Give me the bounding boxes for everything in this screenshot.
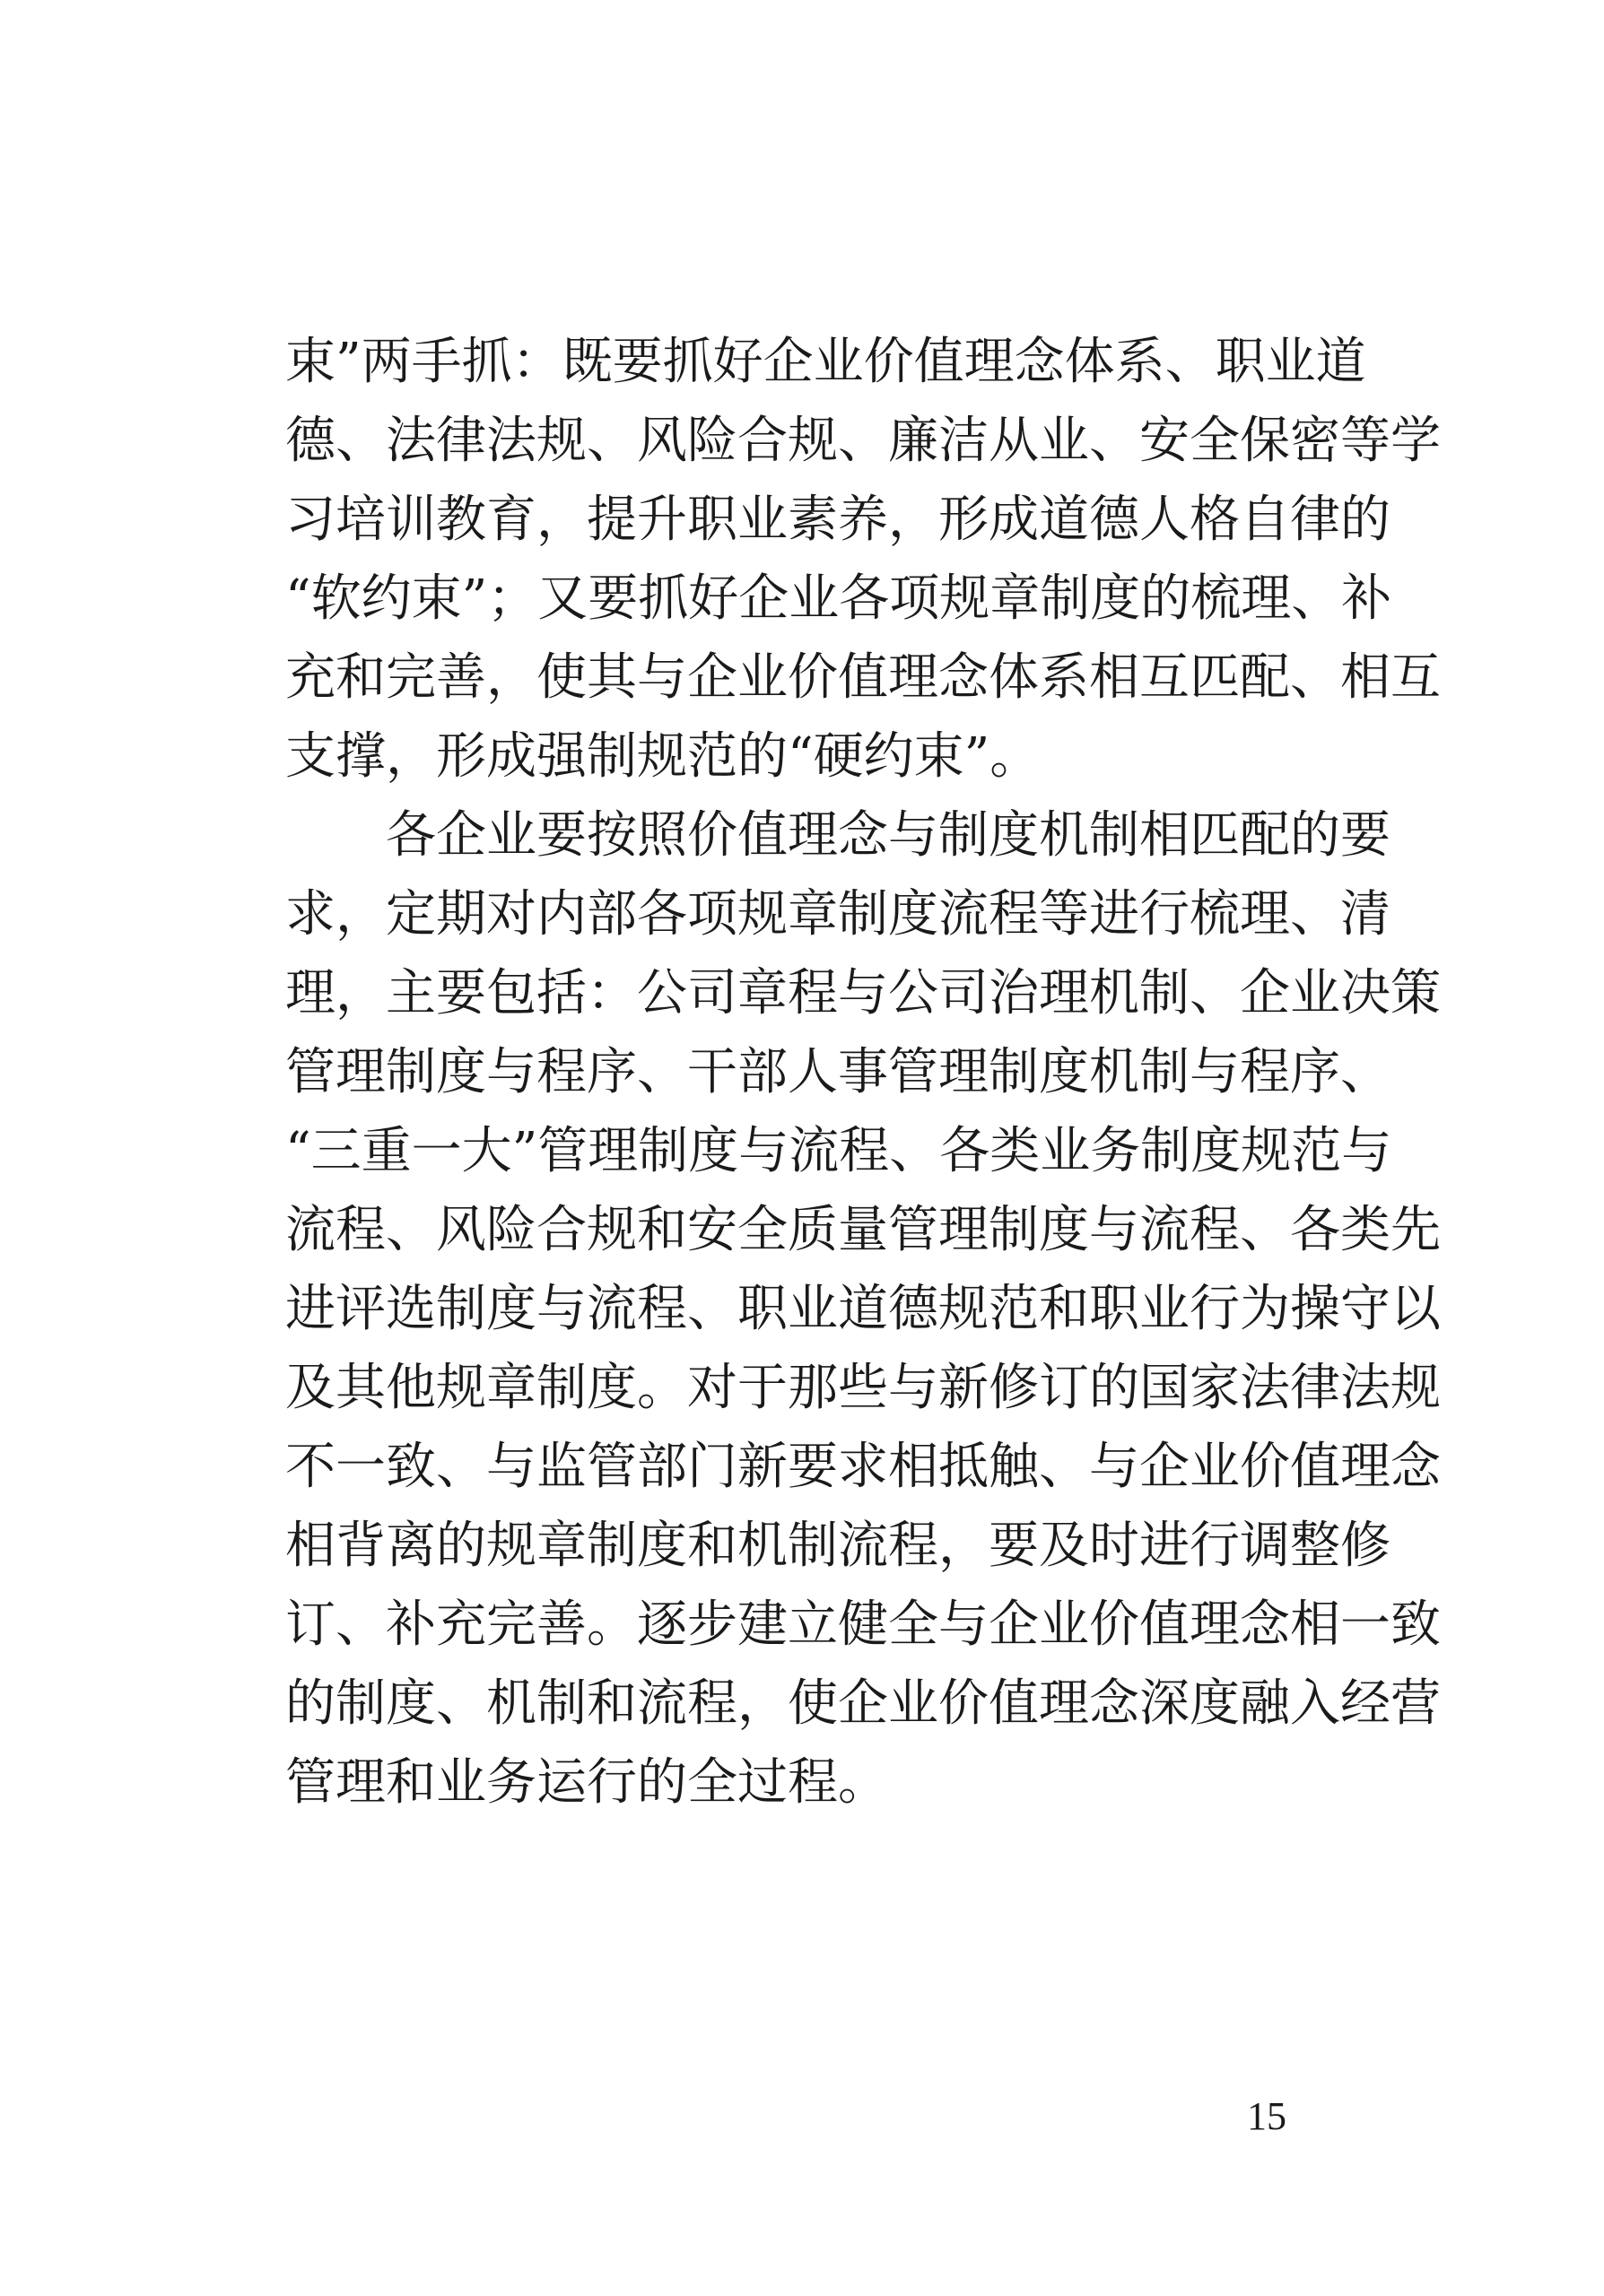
text-line: 相背离的规章制度和机制流程，要及时进行调整修 [285,1517,1390,1575]
text-line: 流程、风险合规和安全质量管理制度与流程、各类先 [285,1201,1441,1259]
text-line: 理，主要包括：公司章程与公司治理机制、企业决策 [285,964,1441,1022]
text-line: 束”两手抓：既要抓好企业价值理念体系、职业道 [285,333,1366,391]
text-line: 充和完善，使其与企业价值理念体系相互匹配、相互 [285,648,1441,707]
text-line: “三重一大”管理制度与流程、各类业务制度规范与 [285,1122,1392,1180]
text-line: 习培训教育，提升职业素养，形成道德人格自律的 [285,491,1390,549]
text-line: 进评选制度与流程、职业道德规范和职业行为操守以 [285,1280,1441,1338]
text-line: 不一致、与监管部门新要求相抵触、与企业价值理念 [285,1438,1441,1496]
text-line: 求，定期对内部各项规章制度流程等进行梳理、清 [285,885,1390,944]
text-line: 管理和业务运行的全过程。 [285,1753,888,1812]
text-line: 的制度、机制和流程，使企业价值理念深度融入经营 [285,1674,1441,1733]
page-number: 15 [1247,2094,1286,2138]
text-line: 各企业要按照价值理念与制度机制相匹配的要 [285,806,1390,865]
body-text [285,323,1441,1822]
text-line: “软约束”；又要抓好企业各项规章制度的梳理、补 [285,570,1392,628]
text-line: 支撑，形成强制规范的“硬约束”。 [285,727,1041,786]
text-line: 管理制度与程序、干部人事管理制度机制与程序、 [285,1043,1390,1101]
text-line: 德、法律法规、风险合规、廉洁从业、安全保密等学 [285,412,1441,470]
text-line: 订、补充完善。逐步建立健全与企业价值理念相一致 [285,1596,1441,1654]
text-line: 及其他规章制度。对于那些与新修订的国家法律法规 [285,1359,1441,1417]
